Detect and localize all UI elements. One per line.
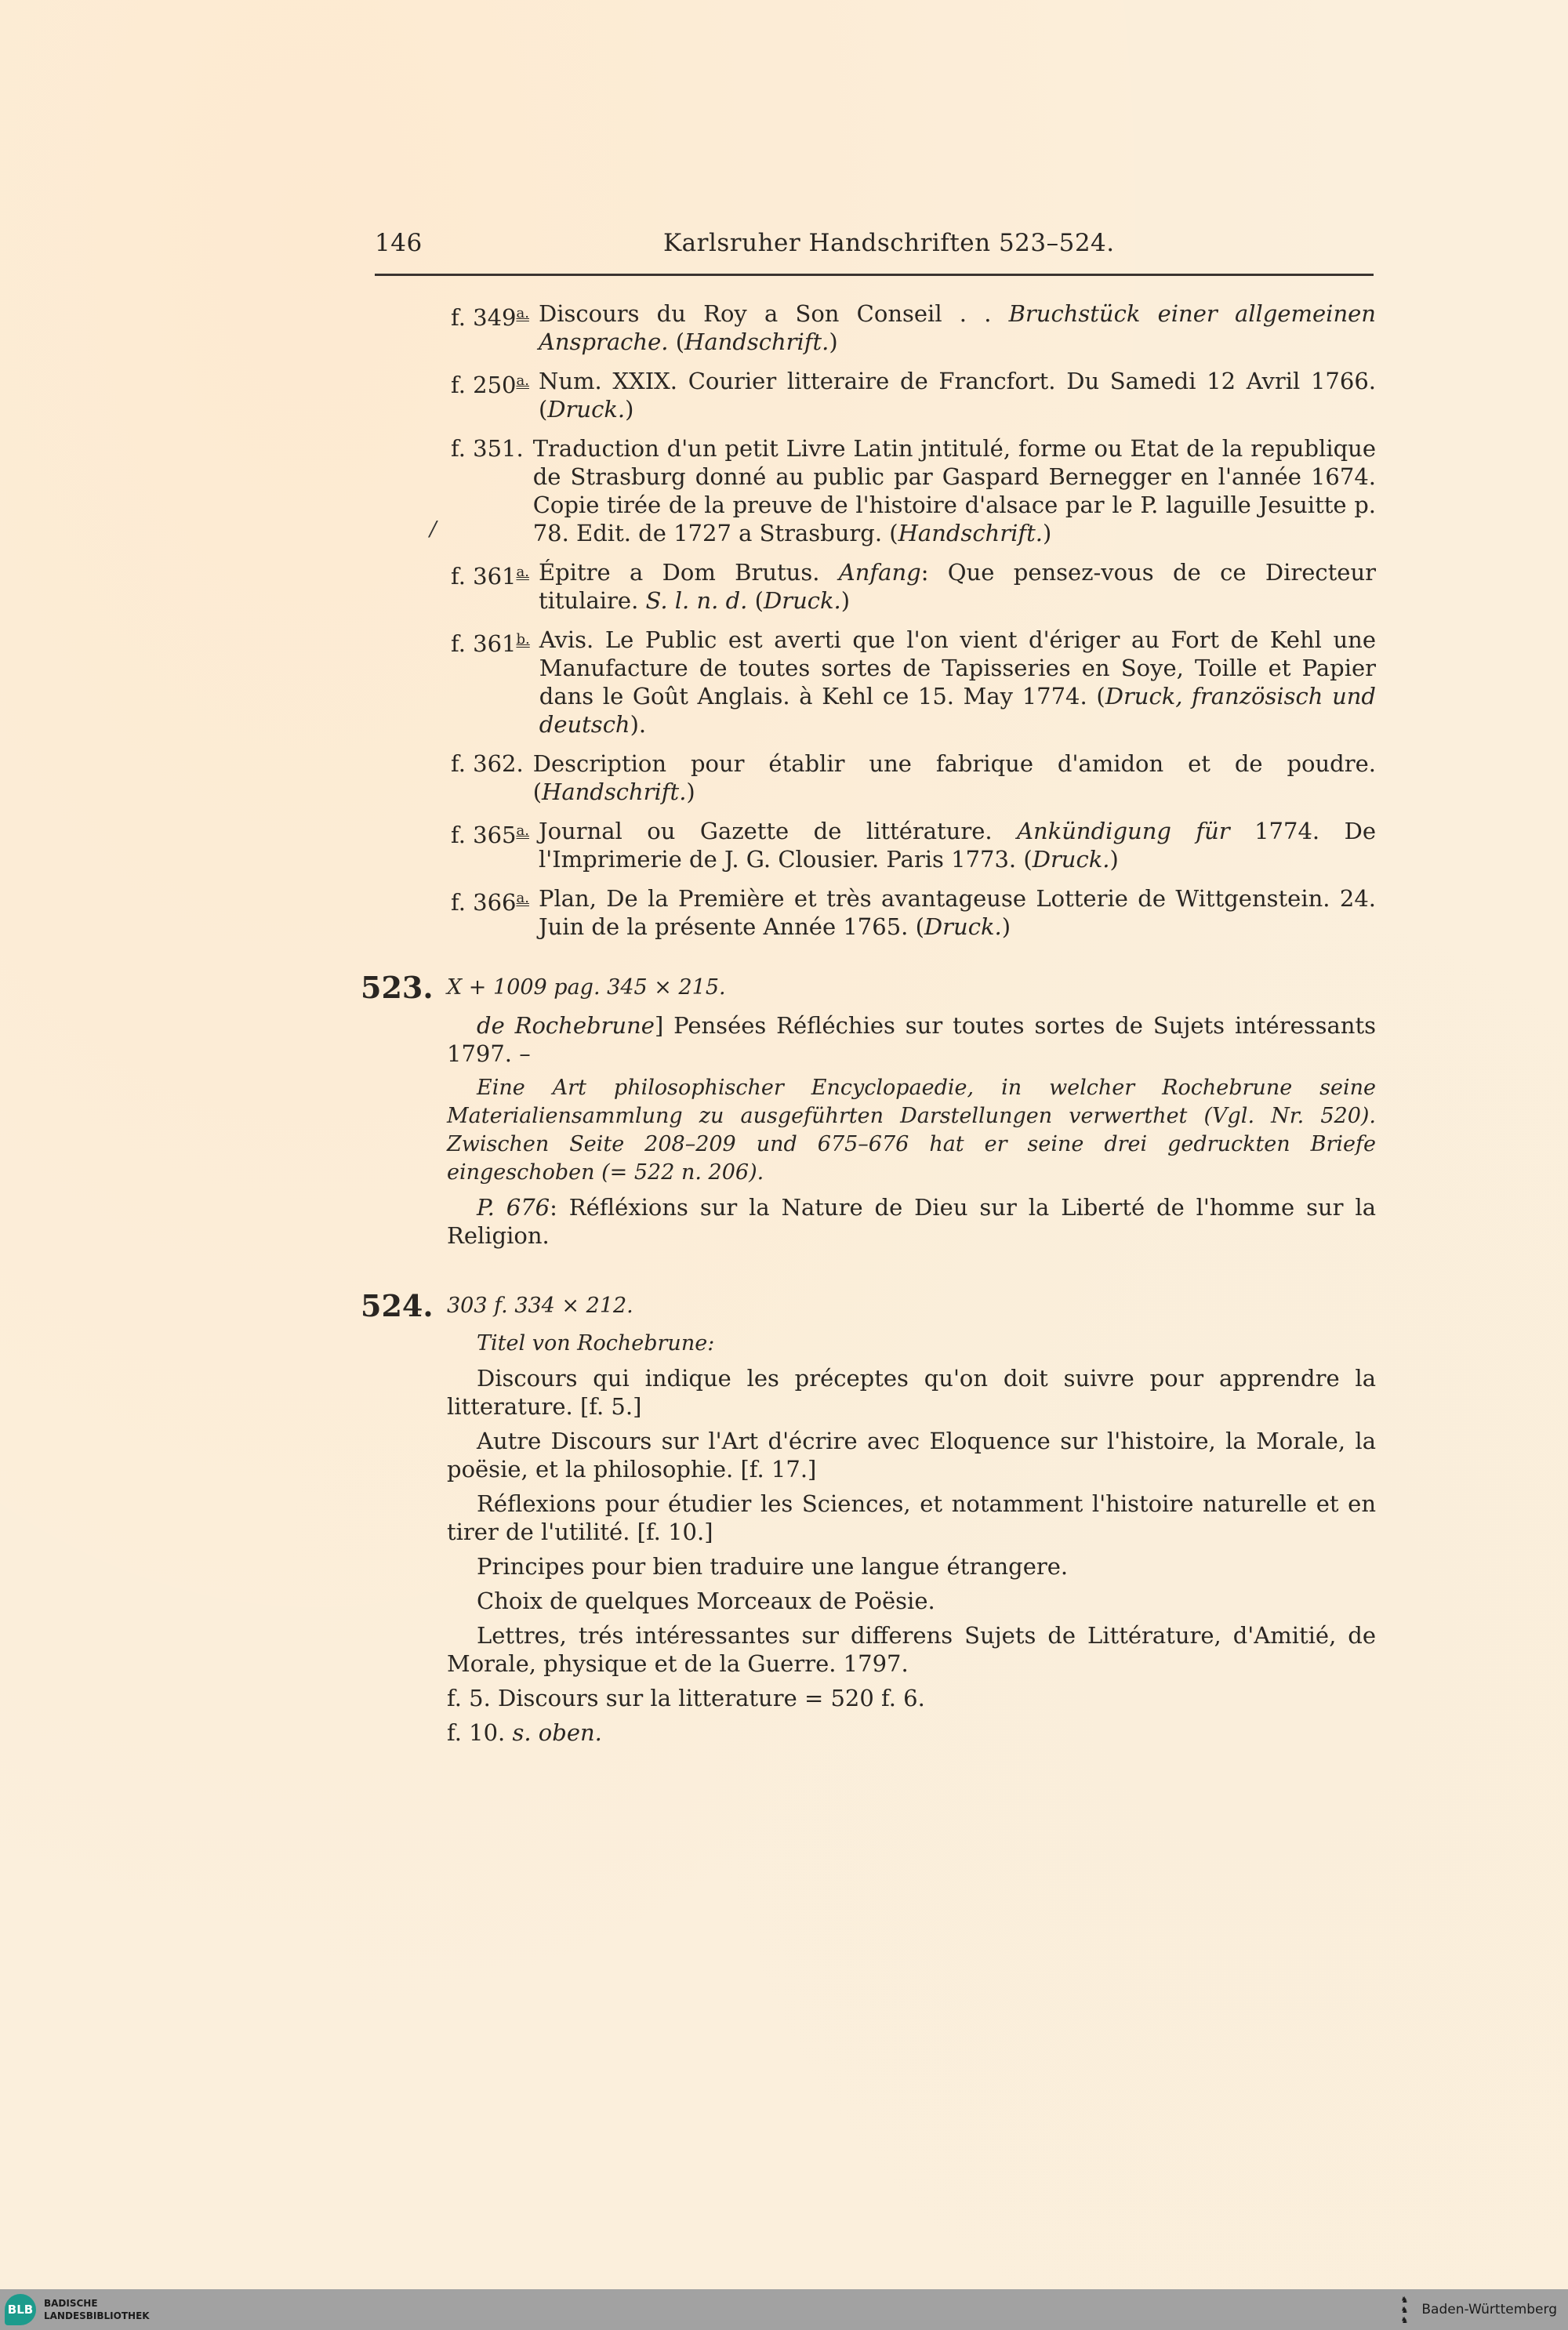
folio-entry	[451, 558, 1376, 615]
folio-text	[539, 558, 1376, 615]
italic-text: Druck, französisch und deutsch	[539, 683, 1376, 738]
folio-label	[451, 817, 529, 849]
italic-text: Handschrift.	[684, 328, 829, 355]
entry-text: )	[1109, 846, 1119, 873]
title-item: Choix de quelques Morceaux de Poësie.	[477, 1588, 935, 1614]
entry-text: Traduction d'un petit Livre Latin jntitulé, forme ou Etat de la republique de Strasburg donné au public par Gaspard Bernegger en l'année 1674. Copie tirée de la preuve de l'histoire d'alsace par le P. laguille Jesuitte p. 78. Edit. de 1727 a Strasburg. (	[532, 435, 1376, 546]
italic-text: Ankündigung für	[1017, 818, 1230, 844]
title-item: Autre Discours sur l'Art d'écrire avec Eloquence sur l'histoire, la Morale, la poësie, et la philosophie. [f. 17.]	[447, 1428, 1376, 1483]
manuscript-note: Eine Art philosophischer Encyclopaedie, in welcher Rochebrune seine Materialiensammlung zu ausgeführten Darstellungen verwerthet (Vgl. Nr. 520). Zwischen Seite 208–209 und 675–676 hat er seine drei gedruckten Briefe eingeschoben (= 522 n. 206).	[447, 1076, 1376, 1185]
entry-text: )	[1042, 520, 1052, 546]
italic-text: Handschrift.	[542, 778, 687, 805]
folio-suffix: a.	[516, 564, 529, 580]
baden-wuerttemberg-logo[interactable]	[1395, 2294, 1557, 2325]
entry-text: )	[686, 778, 695, 805]
folio-number: f. 361	[451, 630, 517, 657]
three-lions-icon	[1395, 2294, 1414, 2325]
entry-text: : Que pensez-vous de ce Directeur titulaire.	[538, 559, 1376, 614]
title-item: Lettres, trés intéressantes sur differens Sujets de Littérature, d'Amitié, de Morale, physique et de la Guerre. 1797.	[447, 1622, 1376, 1677]
entry-text: )	[829, 328, 838, 355]
title-item: Réflexions pour étudier les Sciences, et notamment l'histoire naturelle et en tirer de l'utilité. [f. 10.]	[447, 1490, 1376, 1545]
italic-text: Handschrift.	[898, 520, 1043, 546]
folio-entry	[451, 367, 1376, 423]
title-author: de Rochebrune	[477, 1012, 655, 1039]
page-header	[375, 229, 1374, 260]
manuscript-body	[447, 972, 1376, 1256]
lion-icon: ♞	[1400, 2304, 1409, 2315]
folio-text	[539, 626, 1376, 739]
bw-label: Baden-Württemberg	[1421, 2302, 1557, 2317]
entry-text: )	[840, 587, 851, 614]
folio-entry	[451, 299, 1376, 356]
titles-list	[447, 1364, 1376, 1678]
folio-text	[539, 817, 1376, 873]
footer-bar	[0, 2289, 1568, 2330]
folio-suffix: a.	[516, 890, 529, 906]
italic-text: Bruchstück einer allgemeinen Ansprache.	[538, 300, 1376, 355]
page-content	[361, 299, 1376, 1753]
folio-number: f. 361	[451, 563, 517, 590]
manuscript-number: 524.	[361, 1288, 434, 1323]
folio-10-text: s. oben.	[512, 1719, 602, 1746]
manuscript-title	[447, 1011, 1376, 1068]
folio-entry	[451, 884, 1376, 941]
folio-label	[451, 884, 529, 916]
folio-suffix: a.	[516, 822, 529, 839]
italic-text: Druck.	[924, 913, 1002, 940]
italic-text: S. l. n. d.	[645, 587, 748, 614]
folio-label	[451, 434, 524, 463]
entry-text: )	[1001, 913, 1011, 940]
folio-text	[539, 367, 1376, 423]
blb-line-2: LANDESBIBLIOTHEK	[44, 2310, 150, 2321]
manuscript-body	[447, 1290, 1376, 1753]
folio-label	[451, 626, 530, 658]
folio-number: f. 349	[451, 304, 517, 331]
lion-icon: ♞	[1400, 2294, 1409, 2305]
entry-text: Description pour établir une fabrique d'amidon et de poudre. (	[532, 750, 1376, 805]
folio-list	[361, 299, 1376, 941]
folio-number: f. 250	[451, 372, 517, 398]
folio-suffix: a.	[516, 372, 529, 389]
folio-suffix: b.	[516, 631, 530, 648]
page-676-entry	[447, 1193, 1376, 1250]
folio-number: f. 365	[451, 822, 517, 848]
folio-label	[451, 558, 529, 590]
manuscript-523	[361, 972, 1376, 1256]
entry-text: Journal ou Gazette de littérature.	[538, 818, 1018, 844]
title-item: Principes pour bien traduire une langue étrangere.	[477, 1553, 1069, 1580]
entry-text: ).	[630, 711, 647, 738]
folio-entry	[451, 817, 1376, 873]
title-text: ] Pensées Réfléchies sur toutes sortes de Sujets intéressants 1797. –	[447, 1012, 1377, 1067]
entry-text: )	[625, 396, 634, 423]
title-item: Discours qui indique les préceptes qu'on doit suivre pour apprendre la litterature. [f. 5.]	[447, 1365, 1376, 1420]
folio-suffix: a.	[516, 305, 529, 321]
folio-text	[533, 434, 1376, 547]
manuscript-number: 523.	[361, 970, 434, 1005]
folio-number: f. 362.	[451, 750, 524, 777]
italic-text: Druck.	[763, 587, 841, 614]
entry-text: Avis. Le Public est averti que l'on vient d'ériger au Fort de Kehl une Manufacture de toutes sortes de Tapisseries en Soye, Toille et Papier dans le Goût Anglais. à Kehl ce 15. May 1774. (	[539, 626, 1376, 710]
running-title: Karlsruher Handschriften 523–524.	[663, 229, 1115, 257]
manuscript-524	[361, 1290, 1376, 1753]
blb-name[interactable]	[44, 2297, 150, 2322]
manuscript-physical: 303 f. 334 × 212.	[447, 1294, 633, 1318]
entry-text: (	[747, 587, 764, 614]
page-676-label: P. 676	[477, 1194, 550, 1221]
entry-text: Épitre a Dom Brutus.	[538, 559, 839, 586]
folio-10-label: f. 10.	[447, 1719, 506, 1746]
folio-label	[451, 367, 529, 399]
folio-text	[539, 884, 1376, 941]
folio-entry	[451, 434, 1376, 547]
title-label: Titel von Rochebrune:	[477, 1331, 715, 1356]
entry-text: Plan, De la Première et très avantageuse Lotterie de Wittgenstein. 24. Juin de la présente Année 1765. (	[538, 885, 1376, 940]
entry-text: Num. XXIX. Courier litteraire de Francfort. Du Samedi 12 Avril 1766. (	[538, 368, 1376, 423]
manuscript-physical: X + 1009 pag. 345 × 215.	[447, 975, 726, 1000]
page-number: 146	[375, 229, 423, 257]
folio-text	[533, 749, 1376, 806]
margin-annotation: /	[430, 517, 437, 541]
page-676-text: : Réfléxions sur la Nature de Dieu sur la Liberté de l'homme sur la Religion.	[447, 1194, 1376, 1249]
entry-text: Discours du Roy a Son Conseil . .	[538, 300, 1009, 327]
blb-logo-icon[interactable]: BLB	[5, 2294, 36, 2325]
header-rule	[375, 274, 1374, 276]
folio-number: f. 351.	[451, 435, 524, 462]
italic-text: Anfang	[838, 559, 921, 586]
entry-text: 1774. De l'Imprimerie de J. G. Clousier. Paris 1773. (	[538, 818, 1376, 873]
entry-text: (	[668, 328, 685, 355]
folio-text	[539, 299, 1376, 356]
folio-label	[451, 299, 529, 332]
folio-label	[451, 749, 524, 778]
folio-entry	[451, 749, 1376, 806]
italic-text: Druck.	[1032, 846, 1110, 873]
folio-number: f. 366	[451, 889, 517, 916]
italic-text: Druck.	[547, 396, 626, 423]
lion-icon: ♞	[1400, 2314, 1409, 2325]
folio-5-line: f. 5. Discours sur la litterature = 520 f. 6.	[447, 1685, 925, 1711]
folio-entry	[451, 626, 1376, 739]
blb-line-1: BADISCHE	[44, 2298, 98, 2309]
folio-10-line	[447, 1718, 1376, 1747]
